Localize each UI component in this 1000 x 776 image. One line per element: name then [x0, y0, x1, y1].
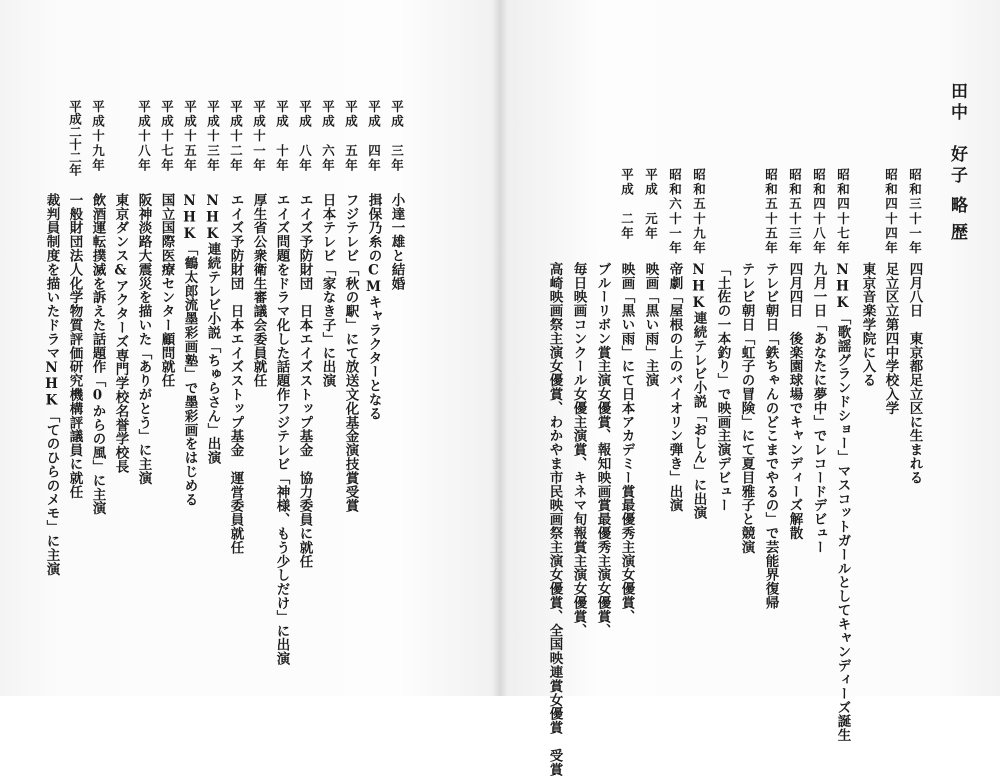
event-text: NHK連続テレビ小説「ちゅらさん」出演: [204, 193, 221, 465]
event-text: NHK連続テレビ小説「おしん」に出演: [690, 262, 707, 520]
era-label: 昭和四十四年: [883, 168, 899, 256]
event-text: 裁判員制度を描いたドラマNHK「てのひらのメモ」に主演: [43, 193, 60, 576]
era-label: 昭和四十七年: [835, 168, 851, 256]
event-text: 東京ダンス&アクターズ専門学校名誉学校長: [112, 193, 129, 474]
era-label: 平成 五年: [343, 100, 359, 173]
event-text: 東京音楽学院に入る: [859, 262, 876, 388]
era-label: 昭和五十三年: [787, 168, 803, 256]
era-label: 平成十一年: [251, 100, 267, 173]
era-label: 平成 三年: [389, 100, 405, 173]
era-label: 平成 八年: [297, 100, 313, 173]
event-text: 飲酒運転撲滅を訴えた話題作「0からの風」に主演: [89, 193, 106, 516]
era-label: 昭和四十八年: [811, 168, 827, 256]
event-text: 阪神淡路大震災を描いた「ありがとう」に主演: [135, 193, 152, 485]
era-label: 平成十二年: [228, 100, 244, 173]
event-text: フジテレビ「秋の駅」にて放送文化基金演技賞受賞: [342, 193, 359, 513]
right-page: [500, 0, 1000, 776]
era-label: 平成十九年: [90, 100, 106, 173]
event-text: テレビ朝日「鉄ちゃんのどこまでやるの」で芸能界復帰: [762, 262, 779, 610]
era-label: 平成二十二年: [67, 100, 83, 177]
era-label: 昭和三十一年: [907, 168, 923, 256]
event-text: エイズ予防財団 日本エイズストップ基金 協力委員に就任: [296, 193, 313, 569]
era-label: 平成十三年: [205, 100, 221, 173]
era-label: 昭和六十一年: [667, 168, 683, 256]
event-text: テレビ朝日「虹子の冒険」にて夏目雅子と競演: [738, 262, 755, 554]
era-label: 平成十七年: [159, 100, 175, 173]
era-label: 昭和五十九年: [691, 168, 707, 256]
event-text: 一般財団法人化学物質評価研究機構評議員に就任: [66, 193, 83, 499]
event-text: 帝劇「屋根の上のバイオリン弾き」出演: [666, 262, 683, 513]
event-text: 映画「黒い雨」にて日本アカデミー賞最優秀主演女優賞、: [618, 262, 635, 624]
era-label: 平成十八年: [136, 100, 152, 173]
event-text: 厚生省公衆衛生審議会委員就任: [250, 193, 267, 388]
event-text: 高崎映画祭主演女優賞、わかやま市民映画祭主演女優賞、全国映連賞女優賞 受賞: [546, 262, 563, 776]
profile-name: 田中 好子: [947, 82, 967, 187]
event-text: 足立区立第四中学校入学: [882, 262, 899, 415]
era-label: 平成 四年: [366, 100, 382, 173]
event-text: 小達一雄と結婚: [388, 193, 405, 291]
event-text: 「土佐の一本釣り」で映画主演デビュー: [714, 262, 731, 513]
era-label: 平成 二年: [619, 168, 635, 241]
event-text: 毎日映画コンクール女優主演賞、キネマ旬報賞主演女優賞、: [570, 262, 587, 638]
era-label: 昭和五十五年: [763, 168, 779, 256]
event-text: エイズ問題をドラマ化した話題作フジテレビ「神様、もう少しだけ」に出演: [273, 193, 290, 666]
left-page: [0, 0, 500, 696]
era-label: 平成 六年: [320, 100, 336, 173]
event-text: 九月一日「あなたに夢中」でレコードデビュー: [810, 262, 827, 554]
event-text: 四月八日 東京都足立区に生まれる: [906, 262, 923, 485]
event-text: 国立国際医療センター顧問就任: [158, 193, 175, 388]
event-text: NHK「歌謡グランドショー」マスコットガールとしてキャンディーズ誕生: [834, 262, 851, 743]
era-label: 平成 元年: [643, 168, 659, 241]
era-label: 平成十五年: [182, 100, 198, 173]
event-text: 四月四日 後楽園球場でキャンディーズ解散: [786, 262, 803, 540]
event-text: エイズ予防財団 日本エイズストップ基金 運営委員就任: [227, 193, 244, 555]
event-text: 映画「黒い雨」主演: [642, 262, 659, 388]
event-text: ブルーリボン賞主演女優賞、報知映画賞最優秀主演女優賞、: [594, 262, 611, 638]
profile-heading: 略歴: [947, 196, 967, 250]
event-text: NHK「鶴太郎流墨彩画塾」で墨彩画をはじめる: [181, 193, 198, 507]
event-text: 揖保乃糸のCMキャラクターとなる: [365, 193, 382, 421]
era-label: 平成 十年: [274, 100, 290, 173]
event-text: 日本テレビ「家なき子」に出演: [319, 193, 336, 388]
